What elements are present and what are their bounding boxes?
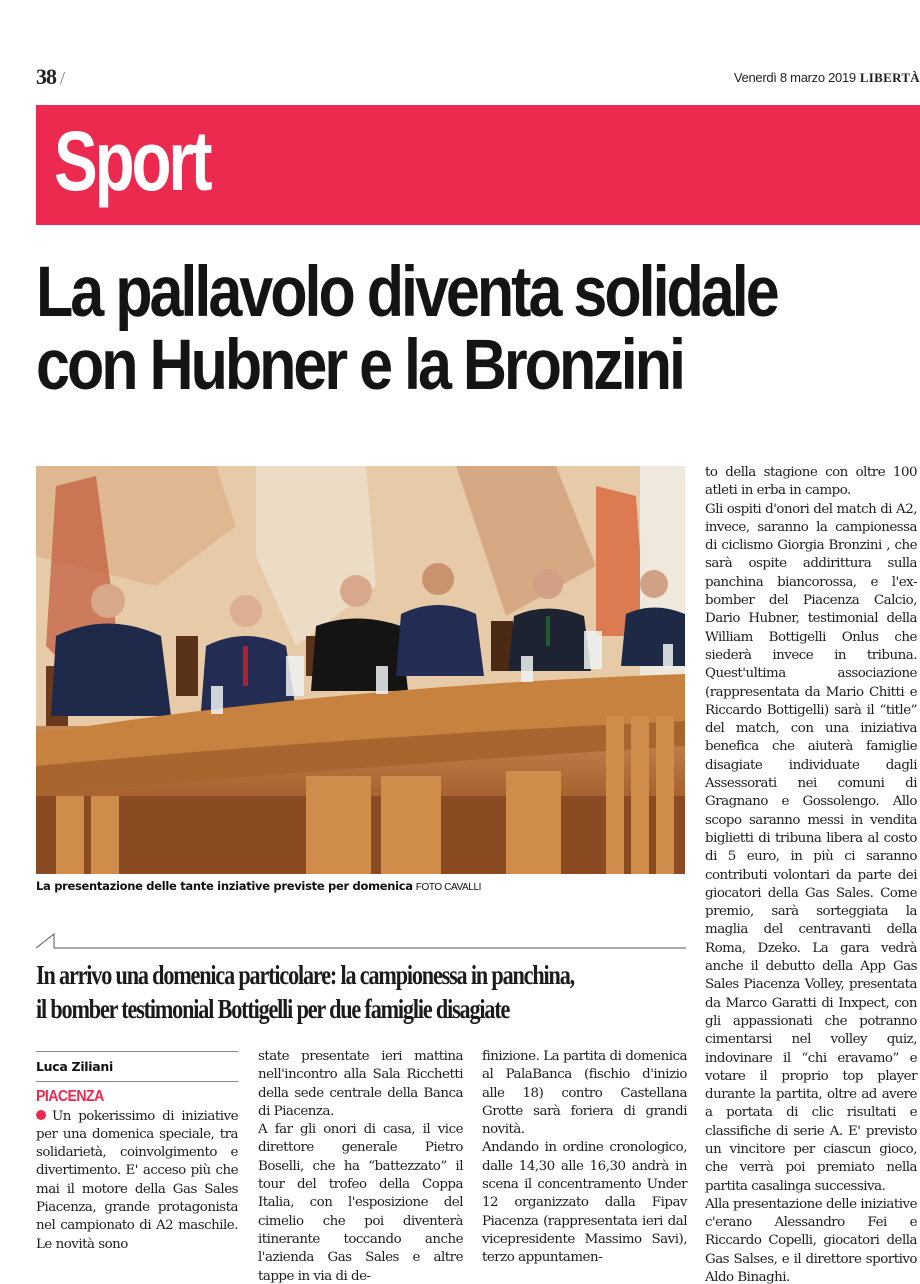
paragraph: to della stagione con oltre 100 atleti in erba in campo. (705, 465, 917, 499)
paragraph: state presentate ieri mattina nell'incontro alla Sala Ricchetti della sede centrale della Banca di Piacenza. (258, 1049, 463, 1119)
dateline-city: PIACENZA (36, 1088, 104, 1106)
paragraph: Gli ospiti d'onori del match di A2, invece, saranno la campionessa di ciclismo Giorgia Bronzini , che sarà ospite addirittura sulla panchina biancorossa, e l'ex-bomber del Piacenza Calcio, Dario Hubner, testimonial della William Bottigelli Onlus che siederà invece in tribuna. Quest'ultima associazione (rappresentata da Mario Chitti e Riccardo Bottigelli) sarà il “title” del match, con una iniziativa benefica che aiuterà famiglie disagiate individuate dagli Assessorati nei comuni di Gragnano e Gossolengo. Allo scopo saranno messi in vendita biglietti di tribuna libera al costo di 5 euro, in più ci saranno contributi volontari da parte dei giocatori della Gas Sales. Come premio, sarà sorteggiata la maglia del centravanti della Roma, Dzeko. La gara vedrà anche il debutto della App Gas Sales Piacenza Volley, presentata da Marco Garatti di Inxpect, con gli appassionati che potranno cimentarsi nel volley quiz, indovinare il “chi eravamo” e votare il proprio top player durante la partita, oltre ad avere a portata di clic risultati e classifiche di serie A. E' previsto un vincitore per ciascun gioco, che verrà poi premiato nella partita casalinga successiva. (705, 501, 917, 1194)
byline-rule-top (36, 1051, 238, 1052)
page-number (36, 64, 64, 90)
article-subheadline (36, 958, 686, 1026)
article-column-3 (482, 1048, 687, 1268)
paragraph (36, 1108, 238, 1254)
article-column-4 (705, 464, 917, 1284)
paragraph: A far gli onori di casa, il vice direttore generale Pietro Boselli, che ha “battezzato” il tour del trofeo della Coppa Italia, con l'esposizione del cimelio che poi diventerà itinerante toccando anche l'azienda Gas Sales e altre tappe in via di de- (258, 1122, 463, 1284)
paragraph: Alla presentazione delle iniziative c'erano Alessandro Fei e Riccardo Copelli, giocatori della Gas Salses, e il direttore sportivo Aldo Binaghi. (705, 1196, 917, 1284)
issue-date: Venerdì 8 marzo 2019 (733, 70, 856, 85)
bullet-dot-icon (36, 1110, 46, 1120)
section-banner (36, 105, 920, 225)
paragraph-text: Un pokerissimo di iniziative per una domenica speciale, tra solidarietà, coinvolgimento e divertimento. E' acceso più che mai il motore della Gas Sales Piacenza, grande protagonista nel campionato di A2 maschile. Le novità sono (36, 1108, 238, 1252)
subhead-line-1: In arrivo una domenica particolare: la campionessa in panchina, (36, 960, 574, 990)
article-photo (36, 466, 685, 874)
byline: Luca Ziliani (36, 1059, 113, 1074)
newspaper-name: LIBERTÀ (859, 70, 920, 85)
photo-caption (36, 879, 481, 893)
headline-line-1: La pallavolo diventa solidale (36, 253, 777, 332)
article-column-2 (258, 1048, 463, 1284)
subhead-line-2: il bomber testimonial Bottigelli per due famiglie disagiate (36, 994, 510, 1024)
caption-text: La presentazione delle tante inziative previste per domenica (36, 879, 413, 893)
subhead-rule (36, 932, 686, 950)
paragraph: finizione. La partita di domenica al PalaBanca (fischio d'inizio alle 18) contro Castellana Grotte sarà foriera di grandi novità. (482, 1049, 687, 1138)
page-slash: / (60, 68, 65, 88)
issue-dateline (734, 70, 920, 86)
press-conference-photo-illustration (36, 466, 685, 874)
page-number-value: 38 (36, 64, 56, 89)
article-column-1 (36, 1048, 238, 1254)
headline-line-2: con Hubner e la Bronzini (36, 326, 683, 405)
byline-rule-bottom (36, 1081, 238, 1082)
paragraph: Andando in ordine cronologico, dalle 14,30 alle 16,30 andrà in scena il concentramento Under 12 organizzato dalla Fipav Piacenza (rappresentata ieri dal vicepresidente Massimo Savi), terzo appuntamen- (482, 1140, 687, 1266)
photo-credit: FOTO CAVALLI (415, 882, 481, 893)
article-headline (36, 253, 920, 405)
section-label: Sport (54, 114, 210, 208)
